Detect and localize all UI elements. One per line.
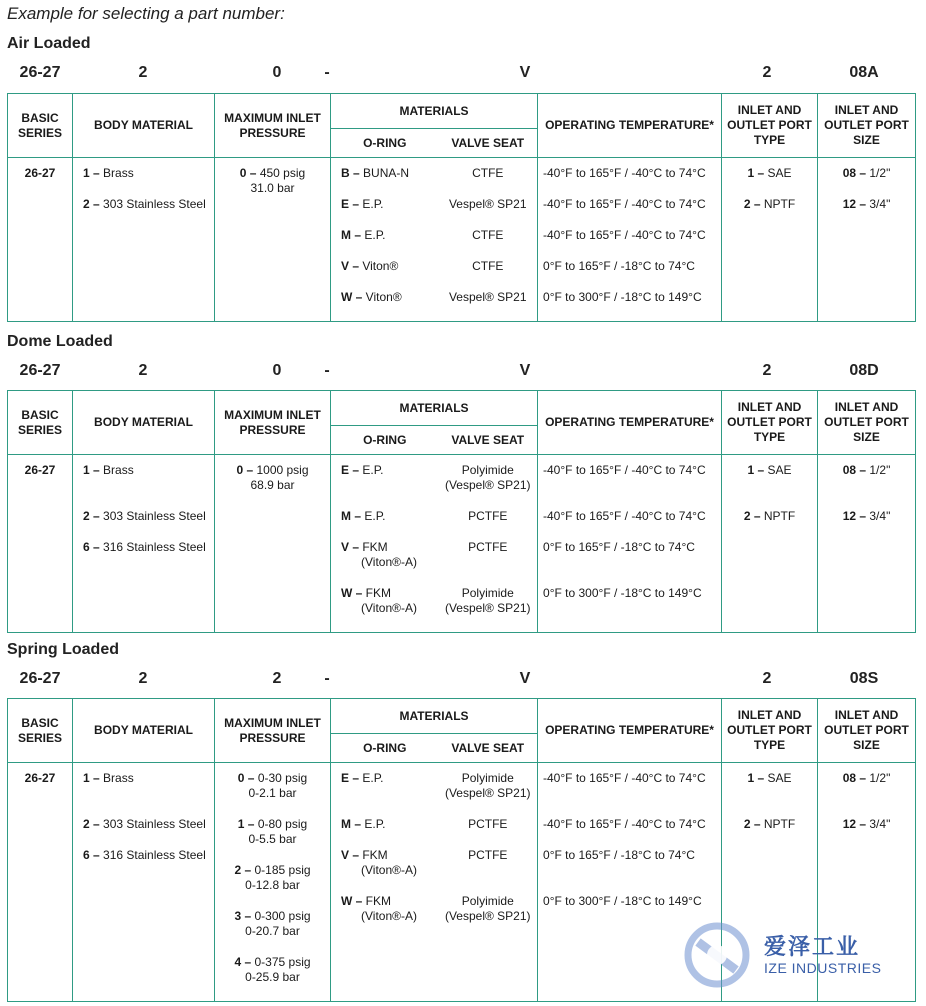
- port-size-item-cell: [818, 158, 916, 322]
- pressure-text-line2: 68.9 bar: [250, 478, 295, 492]
- valve-seat-text: Polyimide: [461, 771, 514, 785]
- temperature-item: [543, 166, 718, 197]
- header-port-type: INLET AND OUTLET PORT TYPE: [722, 391, 818, 455]
- temperature-text: -40°F to 165°F / -40°C to 74°C: [543, 197, 706, 211]
- header-port-type: INLET AND OUTLET PORT TYPE: [722, 94, 818, 158]
- part-number-segment: V: [519, 362, 531, 379]
- body-material-item-text: Brass: [99, 463, 134, 477]
- part-number-example: [0, 362, 926, 382]
- valve-seat-item: [442, 228, 535, 259]
- valve-seat-text: Vespel® SP21: [448, 290, 527, 304]
- o-ring-code: W –: [341, 290, 363, 304]
- o-ring-item: [341, 290, 436, 321]
- o-ring-text: Viton®: [359, 259, 399, 273]
- body-material-item-code: 2 –: [83, 509, 100, 523]
- temperature-text: 0°F to 165°F / -18°C to 74°C: [543, 540, 695, 554]
- port-type-item-text: SAE: [764, 166, 792, 180]
- port-type-item-cell: [722, 158, 818, 322]
- pressure-text: 450 psig: [256, 166, 306, 180]
- port-type-item: [725, 197, 814, 212]
- valve-seat-item: [442, 290, 535, 321]
- temperature-text: 0°F to 165°F / -18°C to 74°C: [543, 259, 695, 273]
- temperature-text: -40°F to 165°F / -40°C to 74°C: [543, 509, 706, 523]
- header-basic-series: BASIC SERIES: [8, 94, 73, 158]
- o-ring-code: E –: [341, 463, 360, 477]
- part-number-segment: -: [324, 670, 330, 687]
- temperature-item: [543, 509, 718, 540]
- port-type-item: [725, 166, 814, 181]
- port-size-item-text: 3/4": [866, 197, 891, 211]
- body-material-item: [83, 771, 211, 786]
- port-size-item-code: 08 –: [842, 166, 867, 180]
- header-materials: MATERIALS: [331, 391, 538, 426]
- pressure-text: 1000 psig: [253, 463, 309, 477]
- o-ring-text: FKM: [362, 586, 392, 600]
- port-size-item-code: 12 –: [842, 817, 867, 831]
- o-ring-cell: [331, 763, 439, 1002]
- header-operating-temperature: OPERATING TEMPERATURE*: [538, 94, 722, 158]
- o-ring-text-line2: (Viton®-A): [361, 601, 417, 615]
- temperature-item: [543, 848, 718, 894]
- header-valve-seat: VALVE SEAT: [439, 426, 538, 455]
- watermark-cn: 爱泽工业: [764, 934, 861, 959]
- body-material-item-code: 6 –: [83, 540, 100, 554]
- port-type-item: [725, 509, 814, 524]
- section-title: Air Loaded: [7, 35, 91, 52]
- port-size-item-code: 08 –: [842, 463, 867, 477]
- port-size-item-code: 12 –: [842, 509, 867, 523]
- pressure-item: [218, 817, 327, 847]
- body-material-item-code: 2 –: [83, 817, 100, 831]
- pressure-code: 3 –: [234, 909, 252, 923]
- part-number-segment: 08A: [849, 64, 879, 81]
- port-size-item: [821, 817, 912, 832]
- series-value: 26-27: [24, 166, 56, 180]
- valve-seat-item: [442, 586, 535, 632]
- o-ring-text: E.P.: [359, 463, 384, 477]
- part-number-segment: 08D: [849, 362, 879, 379]
- o-ring-text: Viton®: [362, 290, 402, 304]
- body-material-item-code: 1 –: [83, 463, 100, 477]
- port-size-item-text: 1/2": [866, 771, 891, 785]
- temperature-text: 0°F to 300°F / -18°C to 149°C: [543, 894, 702, 908]
- temperature-item: [543, 197, 718, 228]
- header-valve-seat: VALVE SEAT: [439, 734, 538, 763]
- valve-seat-text: Polyimide: [461, 463, 514, 477]
- temperature-item: [543, 586, 718, 632]
- body-material-item-text: Brass: [99, 166, 134, 180]
- port-size-item-code: 08 –: [842, 771, 867, 785]
- valve-seat-item: [442, 894, 535, 940]
- header-max-inlet-pressure: MAXIMUM INLET PRESSURE: [215, 391, 331, 455]
- o-ring-item: [341, 894, 436, 940]
- port-type-item-text: NPTF: [760, 817, 796, 831]
- o-ring-code: M –: [341, 509, 362, 523]
- selection-table: [7, 93, 916, 322]
- valve-seat-cell: [439, 455, 538, 633]
- temperature-text: 0°F to 300°F / -18°C to 149°C: [543, 586, 702, 600]
- body-material-item: [83, 509, 211, 524]
- part-number-segment: 2: [138, 670, 148, 687]
- header-o-ring: O-RING: [331, 129, 439, 158]
- valve-seat-item: [442, 771, 535, 817]
- body-material-item-cell: [73, 763, 215, 1002]
- body-material-item: [83, 166, 211, 181]
- o-ring-text-line2: (Viton®-A): [361, 863, 417, 877]
- header-operating-temperature: OPERATING TEMPERATURE*: [538, 391, 722, 455]
- valve-seat-cell: [439, 158, 538, 322]
- port-size-item-cell: [818, 455, 916, 633]
- temperature-item: [543, 259, 718, 290]
- pressure-item: [218, 166, 327, 196]
- header-materials: MATERIALS: [331, 94, 538, 129]
- o-ring-item: [341, 586, 436, 632]
- body-material-item-code: 1 –: [83, 166, 100, 180]
- port-type-item-code: 1 –: [747, 771, 765, 785]
- pressure-code: 1 –: [237, 817, 255, 831]
- pressure-item: [218, 463, 327, 493]
- watermark: [684, 920, 884, 990]
- pressure-cell: [215, 763, 331, 1002]
- header-body-material: BODY MATERIAL: [73, 391, 215, 455]
- valve-seat-text: CTFE: [472, 228, 504, 242]
- o-ring-text: FKM: [359, 540, 388, 554]
- temperature-item: [543, 228, 718, 259]
- part-number-segment: 0: [272, 64, 282, 81]
- pressure-text: 0-300 psig: [251, 909, 311, 923]
- port-type-item-cell: [722, 455, 818, 633]
- temperature-text: -40°F to 165°F / -40°C to 74°C: [543, 166, 706, 180]
- pressure-item: [218, 909, 327, 939]
- port-size-item: [821, 509, 912, 524]
- o-ring-text: E.P.: [359, 197, 384, 211]
- part-number-segment: 2: [272, 670, 282, 687]
- pressure-text-line2: 31.0 bar: [250, 181, 295, 195]
- temperature-text: -40°F to 165°F / -40°C to 74°C: [543, 817, 706, 831]
- part-number-segment: -: [324, 362, 330, 379]
- o-ring-text: FKM: [359, 848, 388, 862]
- port-size-item-text: 1/2": [866, 166, 891, 180]
- valve-seat-text: PCTFE: [468, 848, 508, 862]
- pressure-text-line2: 0-20.7 bar: [245, 924, 300, 938]
- o-ring-code: W –: [341, 894, 363, 908]
- header-basic-series: BASIC SERIES: [8, 699, 73, 763]
- body-material-item-text: 303 Stainless Steel: [99, 197, 206, 211]
- intro-text: Example for selecting a part number:: [7, 4, 285, 23]
- temperature-item: [543, 290, 718, 321]
- valve-seat-text: PCTFE: [468, 817, 508, 831]
- valve-seat-item: [442, 509, 535, 540]
- port-size-item: [821, 771, 912, 786]
- series-cell: [8, 763, 73, 1002]
- pressure-text: 0-375 psig: [251, 955, 311, 969]
- o-ring-text-line2: (Viton®-A): [361, 909, 417, 923]
- o-ring-text: E.P.: [361, 228, 386, 242]
- body-material-item-code: 6 –: [83, 848, 100, 862]
- port-size-item-text: 3/4": [866, 509, 891, 523]
- part-number-segment: 2: [138, 64, 148, 81]
- body-material-item-text: 316 Stainless Steel: [99, 848, 206, 862]
- part-number-example: [0, 64, 926, 84]
- temperature-item: [543, 540, 718, 586]
- port-type-item: [725, 463, 814, 478]
- temperature-text: -40°F to 165°F / -40°C to 74°C: [543, 463, 706, 477]
- header-o-ring: O-RING: [331, 734, 439, 763]
- valve-seat-item: [442, 817, 535, 848]
- o-ring-item: [341, 817, 436, 848]
- part-number-segment: 2: [762, 670, 772, 687]
- port-type-item-text: NPTF: [760, 197, 796, 211]
- valve-seat-text-line2: (Vespel® SP21): [444, 601, 531, 615]
- o-ring-item: [341, 197, 436, 228]
- series-cell: [8, 455, 73, 633]
- pressure-text-line2: 0-5.5 bar: [248, 832, 297, 846]
- header-port-size: INLET AND OUTLET PORT SIZE: [818, 391, 916, 455]
- valve-seat-cell: [439, 763, 538, 1002]
- port-type-item-code: 1 –: [747, 166, 765, 180]
- section-title: Dome Loaded: [7, 333, 113, 350]
- port-size-item: [821, 197, 912, 212]
- pressure-cell: [215, 158, 331, 322]
- o-ring-item: [341, 259, 436, 290]
- pressure-text: 0-185 psig: [251, 863, 311, 877]
- pressure-code: 0 –: [236, 463, 254, 477]
- valve-seat-text: Vespel® SP21: [448, 197, 527, 211]
- pressure-cell: [215, 455, 331, 633]
- logo-icon: [684, 920, 754, 990]
- body-material-item-cell: [73, 158, 215, 322]
- part-number-segment: 26-27: [19, 362, 61, 379]
- part-number-segment: 2: [762, 64, 772, 81]
- o-ring-code: E –: [341, 197, 360, 211]
- o-ring-item: [341, 540, 436, 586]
- o-ring-item: [341, 228, 436, 259]
- header-operating-temperature: OPERATING TEMPERATURE*: [538, 699, 722, 763]
- pressure-text-line2: 0-25.9 bar: [245, 970, 300, 984]
- valve-seat-text: Polyimide: [461, 894, 514, 908]
- pressure-code: 0 –: [237, 771, 255, 785]
- port-size-item-text: 1/2": [866, 463, 891, 477]
- o-ring-cell: [331, 455, 439, 633]
- body-material-item-text: Brass: [99, 771, 134, 785]
- selection-table: [7, 390, 916, 633]
- part-number-segment: V: [519, 670, 531, 687]
- valve-seat-text-line2: (Vespel® SP21): [444, 909, 531, 923]
- body-material-item-text: 316 Stainless Steel: [99, 540, 206, 554]
- o-ring-text: E.P.: [361, 817, 386, 831]
- body-material-item: [83, 463, 211, 478]
- o-ring-text-line2: (Viton®-A): [361, 555, 417, 569]
- temperature-cell: [538, 158, 722, 322]
- header-port-size: INLET AND OUTLET PORT SIZE: [818, 699, 916, 763]
- pressure-code: 2 –: [234, 863, 252, 877]
- header-port-type: INLET AND OUTLET PORT TYPE: [722, 699, 818, 763]
- o-ring-code: W –: [341, 586, 363, 600]
- o-ring-cell: [331, 158, 439, 322]
- body-material-item: [83, 817, 211, 832]
- temperature-item: [543, 817, 718, 848]
- part-number-segment: 2: [762, 362, 772, 379]
- port-type-item-code: 2 –: [743, 509, 761, 523]
- port-type-item-code: 1 –: [747, 463, 765, 477]
- body-material-item: [83, 540, 211, 555]
- part-number-segment: V: [519, 64, 531, 81]
- pressure-code: 0 –: [239, 166, 257, 180]
- part-number-example: [0, 670, 926, 690]
- port-size-item: [821, 166, 912, 181]
- temperature-item: [543, 463, 718, 509]
- o-ring-item: [341, 166, 436, 197]
- o-ring-code: M –: [341, 228, 362, 242]
- o-ring-text: E.P.: [359, 771, 384, 785]
- header-body-material: BODY MATERIAL: [73, 94, 215, 158]
- o-ring-code: V –: [341, 848, 360, 862]
- part-number-segment: -: [324, 64, 330, 81]
- temperature-item: [543, 771, 718, 817]
- o-ring-item: [341, 509, 436, 540]
- body-material-item: [83, 197, 211, 212]
- valve-seat-text-line2: (Vespel® SP21): [444, 786, 531, 800]
- header-max-inlet-pressure: MAXIMUM INLET PRESSURE: [215, 699, 331, 763]
- part-number-segment: 0: [272, 362, 282, 379]
- valve-seat-text: PCTFE: [468, 540, 508, 554]
- part-number-segment: 26-27: [19, 64, 61, 81]
- port-type-item-code: 2 –: [743, 197, 761, 211]
- port-type-item: [725, 817, 814, 832]
- valve-seat-text: CTFE: [472, 166, 504, 180]
- series-cell: [8, 158, 73, 322]
- pressure-text: 0-80 psig: [254, 817, 308, 831]
- part-number-segment: 2: [138, 362, 148, 379]
- port-size-item: [821, 463, 912, 478]
- pressure-text: 0-30 psig: [254, 771, 308, 785]
- temperature-text: 0°F to 165°F / -18°C to 74°C: [543, 848, 695, 862]
- o-ring-text: FKM: [362, 894, 392, 908]
- pressure-text-line2: 0-12.8 bar: [245, 878, 300, 892]
- valve-seat-item: [442, 259, 535, 290]
- temperature-text: 0°F to 300°F / -18°C to 149°C: [543, 290, 702, 304]
- valve-seat-item: [442, 197, 535, 228]
- series-value: 26-27: [24, 463, 56, 477]
- header-max-inlet-pressure: MAXIMUM INLET PRESSURE: [215, 94, 331, 158]
- body-material-item-text: 303 Stainless Steel: [99, 817, 206, 831]
- valve-seat-text: CTFE: [472, 259, 504, 273]
- valve-seat-text: PCTFE: [468, 509, 508, 523]
- body-material-item: [83, 848, 211, 863]
- o-ring-text: E.P.: [361, 509, 386, 523]
- port-type-item-text: NPTF: [760, 509, 796, 523]
- valve-seat-item: [442, 540, 535, 586]
- valve-seat-item: [442, 166, 535, 197]
- port-size-item-code: 12 –: [842, 197, 867, 211]
- port-type-item: [725, 771, 814, 786]
- header-materials: MATERIALS: [331, 699, 538, 734]
- header-port-size: INLET AND OUTLET PORT SIZE: [818, 94, 916, 158]
- pressure-code: 4 –: [234, 955, 252, 969]
- watermark-en: IZE INDUSTRIES: [764, 960, 882, 976]
- header-o-ring: O-RING: [331, 426, 439, 455]
- valve-seat-text: Polyimide: [461, 586, 514, 600]
- o-ring-text: BUNA-N: [359, 166, 410, 180]
- o-ring-code: E –: [341, 771, 360, 785]
- header-body-material: BODY MATERIAL: [73, 699, 215, 763]
- pressure-item: [218, 771, 327, 801]
- pressure-item: [218, 863, 327, 893]
- o-ring-item: [341, 771, 436, 817]
- series-value: 26-27: [24, 771, 56, 785]
- valve-seat-text-line2: (Vespel® SP21): [444, 478, 531, 492]
- port-size-item-text: 3/4": [866, 817, 891, 831]
- header-basic-series: BASIC SERIES: [8, 391, 73, 455]
- pressure-text-line2: 0-2.1 bar: [248, 786, 297, 800]
- o-ring-code: V –: [341, 259, 360, 273]
- port-type-item-code: 2 –: [743, 817, 761, 831]
- body-material-item-code: 1 –: [83, 771, 100, 785]
- o-ring-item: [341, 848, 436, 894]
- temperature-text: -40°F to 165°F / -40°C to 74°C: [543, 771, 706, 785]
- o-ring-code: V –: [341, 540, 360, 554]
- section-title: Spring Loaded: [7, 641, 119, 658]
- o-ring-code: B –: [341, 166, 360, 180]
- valve-seat-item: [442, 848, 535, 894]
- pressure-item: [218, 955, 327, 985]
- header-valve-seat: VALVE SEAT: [439, 129, 538, 158]
- body-material-item-code: 2 –: [83, 197, 100, 211]
- port-type-item-text: SAE: [764, 463, 792, 477]
- body-material-item-cell: [73, 455, 215, 633]
- part-number-segment: 26-27: [19, 670, 61, 687]
- body-material-item-text: 303 Stainless Steel: [99, 509, 206, 523]
- o-ring-code: M –: [341, 817, 362, 831]
- valve-seat-item: [442, 463, 535, 509]
- temperature-text: -40°F to 165°F / -40°C to 74°C: [543, 228, 706, 242]
- temperature-cell: [538, 455, 722, 633]
- part-number-segment: 08S: [849, 670, 879, 687]
- port-type-item-text: SAE: [764, 771, 792, 785]
- o-ring-item: [341, 463, 436, 509]
